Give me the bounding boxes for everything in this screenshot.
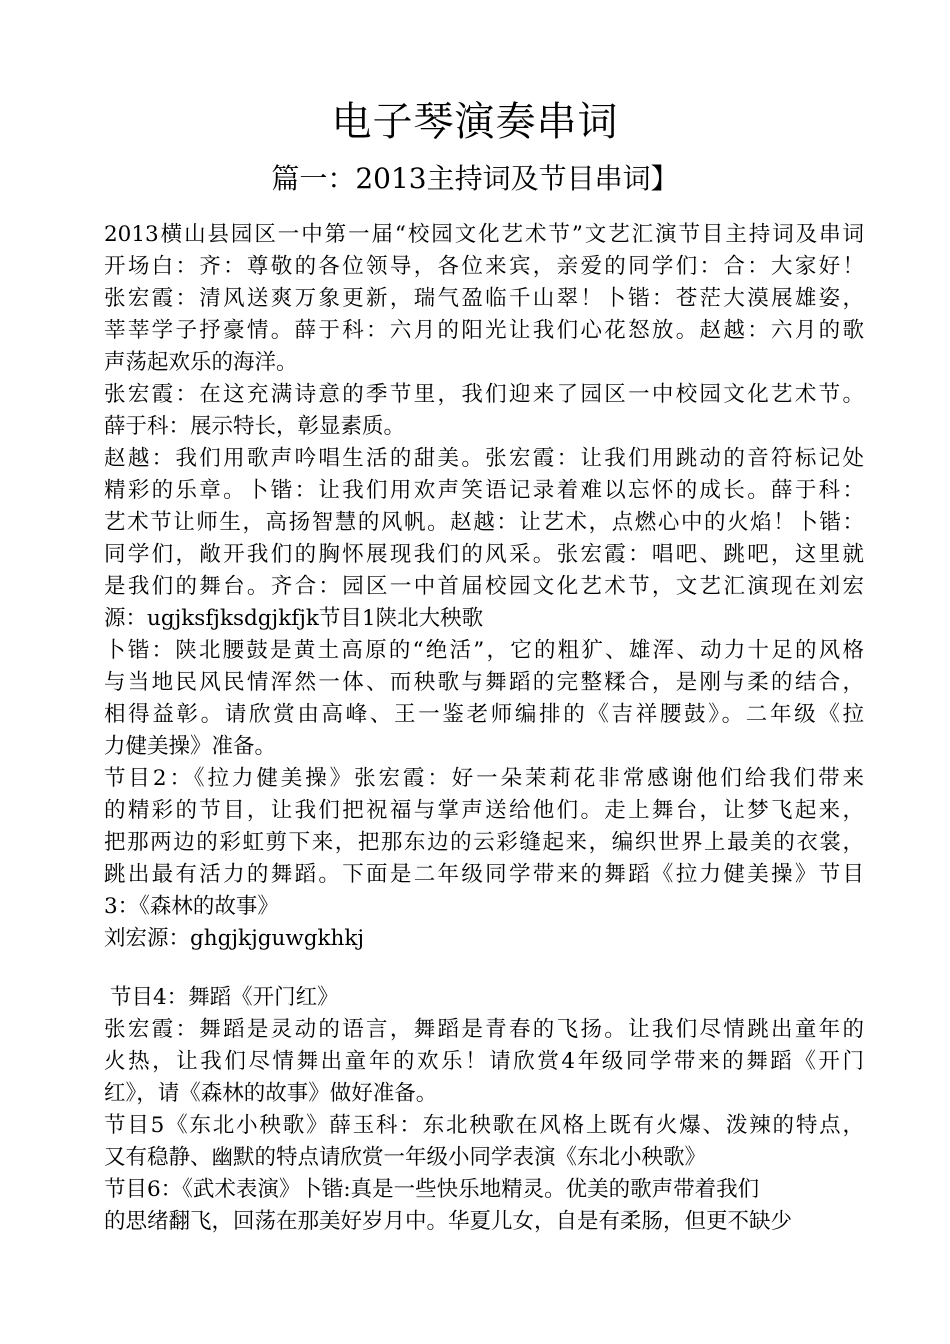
text-line: 与当地民风民情浑然一体、而秧歌与舞蹈的完整糅合，是刚与柔的结合， [104, 670, 864, 695]
text-line: 把那两边的彩虹剪下来，把那东边的云彩缝起来，编织世界上最美的衣裳， [104, 830, 864, 855]
document-body [104, 219, 864, 1238]
text-line: 相得益彰。请欣赏由高峰、王一鉴老师编排的《吉祥腰鼓》。二年级《拉 [104, 702, 864, 727]
document-title: 电子琴演奏串词 [331, 99, 619, 145]
text-line: 同学们，敞开我们的胸怀展现我们的风采。张宏霞：唱吧、跳吧，这里就 [104, 542, 864, 567]
text-line: 2013横山县园区一中第一届“校园文化艺术节”文艺汇演节目主持词及串词 [104, 222, 864, 247]
text-line: 开场白：齐：尊敬的各位领导，各位来宾，亲爱的同学们：合：大家好！ [104, 254, 864, 279]
text-line: 莘莘学子抒豪情。薛于科：六月的阳光让我们心花怒放。赵越：六月的歌 [104, 318, 864, 343]
text-line: 刘宏源：ghgjkjguwgkhkj [104, 926, 365, 951]
text-line: 是我们的舞台。齐合：园区一中首届校园文化艺术节，文艺汇演现在刘宏 [104, 574, 864, 599]
text-line: 张宏霞：舞蹈是灵动的语言，舞蹈是青春的飞扬。让我们尽情跳出童年的 [104, 1017, 864, 1042]
text-line: 卜锴：陕北腰鼓是黄土高原的“绝活”，它的粗犷、雄浑、动力十足的风格 [104, 638, 864, 663]
text-line: 火热，让我们尽情舞出童年的欢乐！请欣赏4年级同学带来的舞蹈《开门 [104, 1049, 864, 1074]
text-line: 张宏霞：在这充满诗意的季节里，我们迎来了园区一中校园文化艺术节。 [104, 382, 864, 407]
text-line: 红》，请《森林的故事》做好准备。 [104, 1081, 438, 1106]
document-subtitle: 篇一：2013主持词及节目串词】 [271, 162, 679, 195]
text-line: 又有稳静、幽默的特点请欣赏一年级小同学表演《东北小秧歌》 [104, 1145, 707, 1170]
blank-line [104, 955, 864, 982]
text-line: 源：ugjksfjksdgjkfjk节目1陕北大秧歌 [104, 606, 484, 631]
text-line: 张宏霞：清风送爽万象更新，瑞气盈临千山翠！卜锴：苍茫大漠展雄姿， [104, 286, 864, 311]
text-line: 薛于科：展示特长，彰显素质。 [104, 414, 406, 439]
text-line: 的思绪翻飞，回荡在那美好岁月中。华夏儿女，自是有柔肠，但更不缺少 [104, 1209, 793, 1234]
text-line: 赵越：我们用歌声吟唱生活的甜美。张宏霞：让我们用跳动的音符标记处 [104, 446, 864, 471]
text-line: 节目2：《拉力健美操》张宏霞：好一朵茉莉花非常感谢他们给我们带来 [104, 766, 864, 791]
text-line: 力健美操》准备。 [104, 734, 277, 759]
text-line: 节目5《东北小秧歌》薛玉科：东北秧歌在风格上既有火爆、泼辣的特点， [104, 1113, 864, 1138]
text-line: 精彩的乐章。卜锴：让我们用欢声笑语记录着难以忘怀的成长。薛于科： [104, 478, 864, 503]
text-line: 节目6：《武术表演》卜锴:真是一些快乐地精灵。优美的歌声带着我们 [104, 1177, 760, 1202]
text-line: 艺术节让师生，高扬智慧的风帆。赵越：让艺术，点燃心中的火焰！卜锴： [104, 510, 864, 535]
text-line: 节目4：舞蹈《开门红》 [110, 985, 339, 1010]
text-line: 的精彩的节目，让我们把祝福与掌声送给他们。走上舞台，让梦飞起来， [104, 798, 864, 823]
text-line: 声荡起欢乐的海洋。 [104, 350, 298, 375]
text-line: 跳出最有活力的舞蹈。下面是二年级同学带来的舞蹈《拉力健美操》节目 [104, 862, 864, 887]
text-line: 3：《森林的故事》 [104, 894, 279, 919]
